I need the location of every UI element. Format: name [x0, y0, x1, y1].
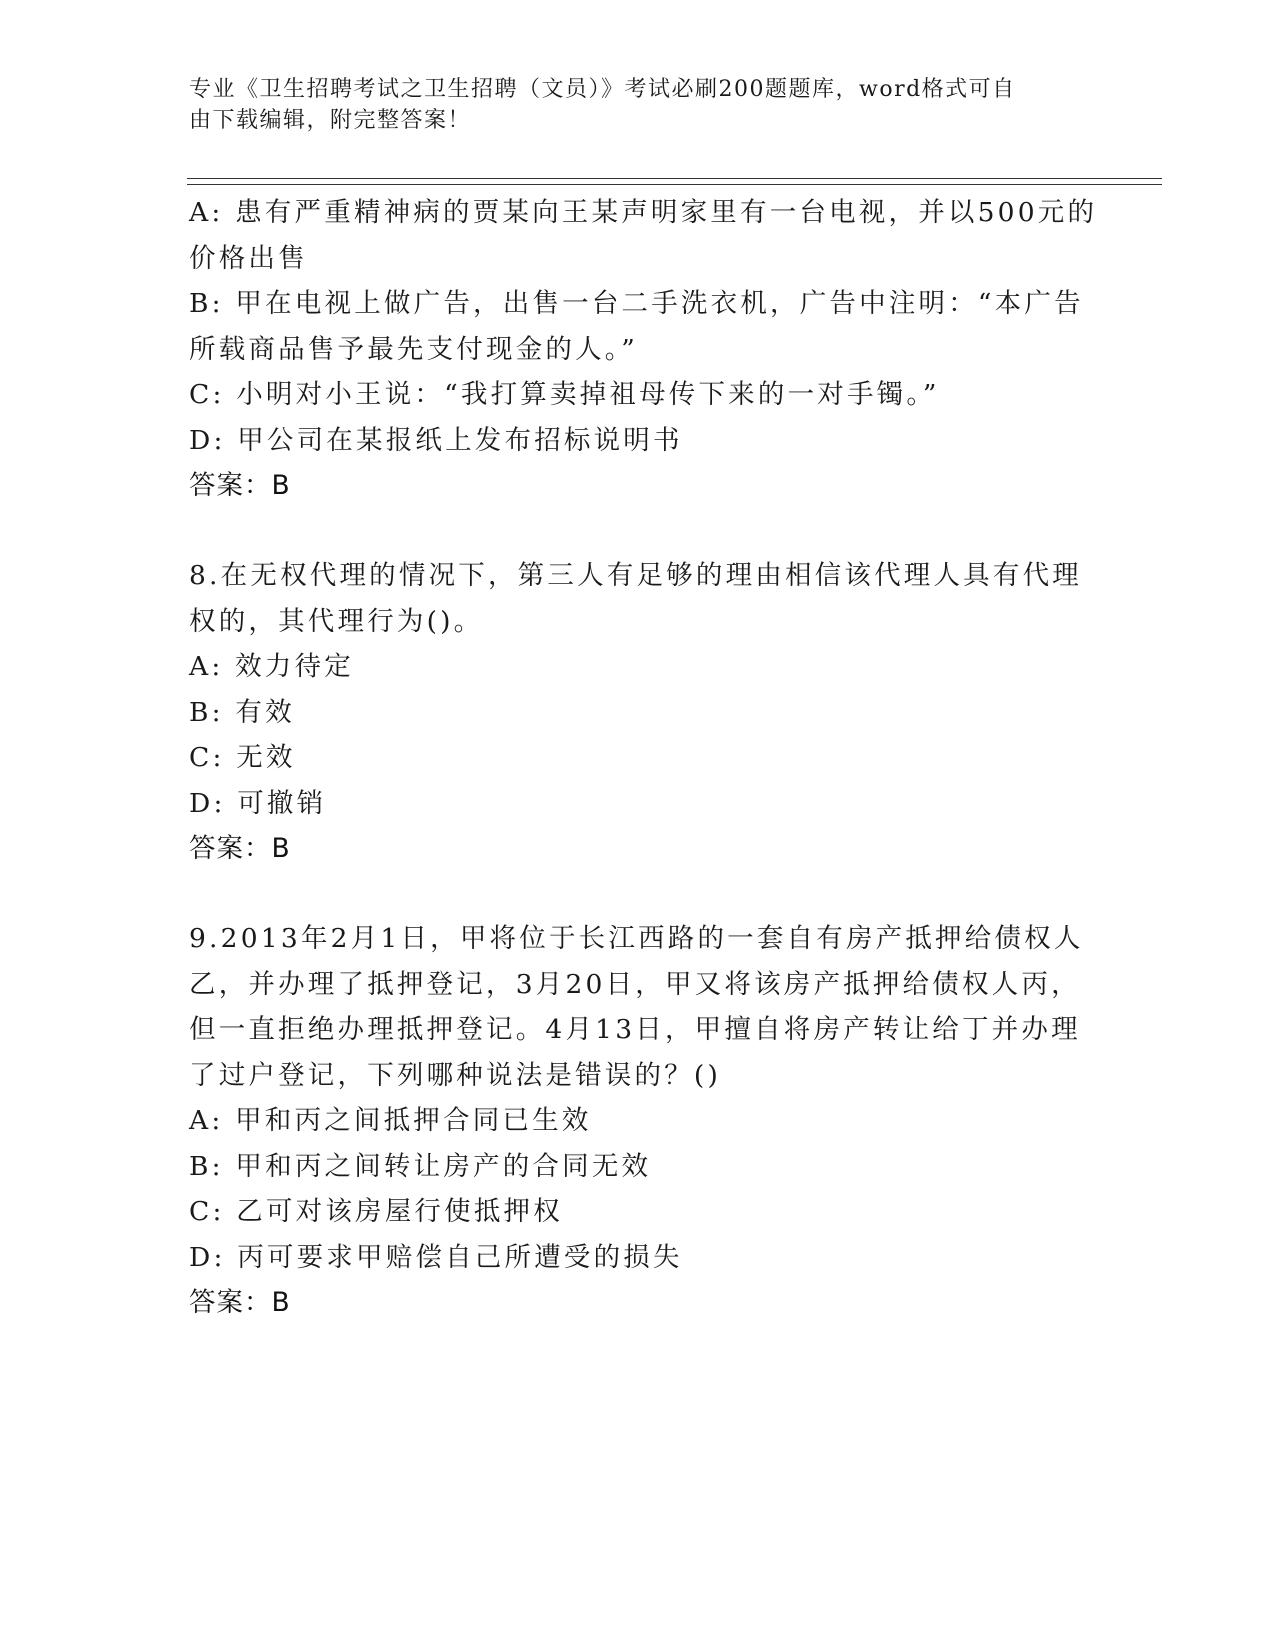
block-spacer [189, 872, 1089, 916]
question-text-line: 乙，并办理了抵押登记，3月20日，甲又将该房产抵押给债权人丙， [189, 968, 1081, 1000]
answer-key: 答案：B [189, 470, 291, 501]
header-line-1: 专业《卫生招聘考试之卫生招聘（文员）》考试必刷200题题库，word格式可自 [189, 77, 1016, 102]
document-header [189, 74, 1069, 136]
answer-option [189, 1189, 1089, 1235]
option-text-line: D: 甲公司在某报纸上发布招标说明书 [189, 424, 683, 456]
option-text-line: A: 效力待定 [189, 651, 354, 682]
option-text-line: A: 甲和丙之间抵押合同已生效 [189, 1105, 592, 1136]
answer-option [189, 644, 1089, 690]
question-text-line: 但一直拒绝办理抵押登记。4月13日，甲擅自将房产转让给丁并办理 [189, 1014, 1081, 1045]
option-text-line: A: 患有严重精神病的贾某向王某声明家里有一台电视，并以500元的 [189, 197, 1098, 228]
option-text-line: C: 无效 [189, 742, 296, 773]
question-text-line: 权的，其代理行为()。 [189, 605, 484, 637]
question-block [189, 553, 1089, 872]
answer-option [189, 781, 1089, 827]
option-text-line: C: 乙可对该房屋行使抵押权 [189, 1196, 563, 1227]
answer-option [189, 1144, 1089, 1190]
answer-option [189, 735, 1089, 781]
header-divider-top [187, 178, 1162, 179]
answer-option [189, 1235, 1089, 1281]
option-text-line: B: 甲在电视上做广告，出售一台二手洗衣机，广告中注明：“本广告 [189, 288, 1084, 319]
block-spacer [189, 509, 1089, 553]
header-divider-bottom [187, 184, 1162, 185]
option-text-line: D: 丙可要求甲赔偿自己所遭受的损失 [189, 1241, 683, 1273]
answer-option [189, 190, 1098, 281]
option-text-line: 所载商品售予最先支付现金的人。” [189, 333, 638, 365]
answer-option [189, 281, 1089, 372]
option-text-line: D: 可撤销 [189, 787, 327, 819]
question-text-line: 了过户登记，下列哪种说法是错误的？() [189, 1059, 721, 1091]
option-text-line: C: 小明对小王说：“我打算卖掉祖母传下来的一对手镯。” [189, 379, 940, 410]
answer-option [189, 690, 1089, 736]
answer-option [189, 372, 1089, 418]
question-text-line: 9.2013年2月1日，甲将位于长江西路的一套自有房产抵押给债权人 [189, 923, 1084, 954]
answer-key: 答案：B [189, 1287, 291, 1318]
question-list [189, 190, 1098, 1326]
header-line-2: 由下载编辑，附完整答案！ [189, 108, 472, 133]
option-text-line: B: 有效 [189, 696, 295, 728]
answer-option [189, 1098, 1089, 1144]
answer-key: 答案：B [189, 833, 291, 864]
question-block [189, 190, 1098, 509]
answer-option [189, 418, 1089, 464]
option-text-line: 价格出售 [189, 242, 308, 274]
question-text-line: 8.在无权代理的情况下，第三人有足够的理由相信该代理人具有代理 [189, 560, 1082, 591]
option-text-line: B: 甲和丙之间转让房产的合同无效 [189, 1150, 652, 1182]
question-block [189, 916, 1089, 1326]
